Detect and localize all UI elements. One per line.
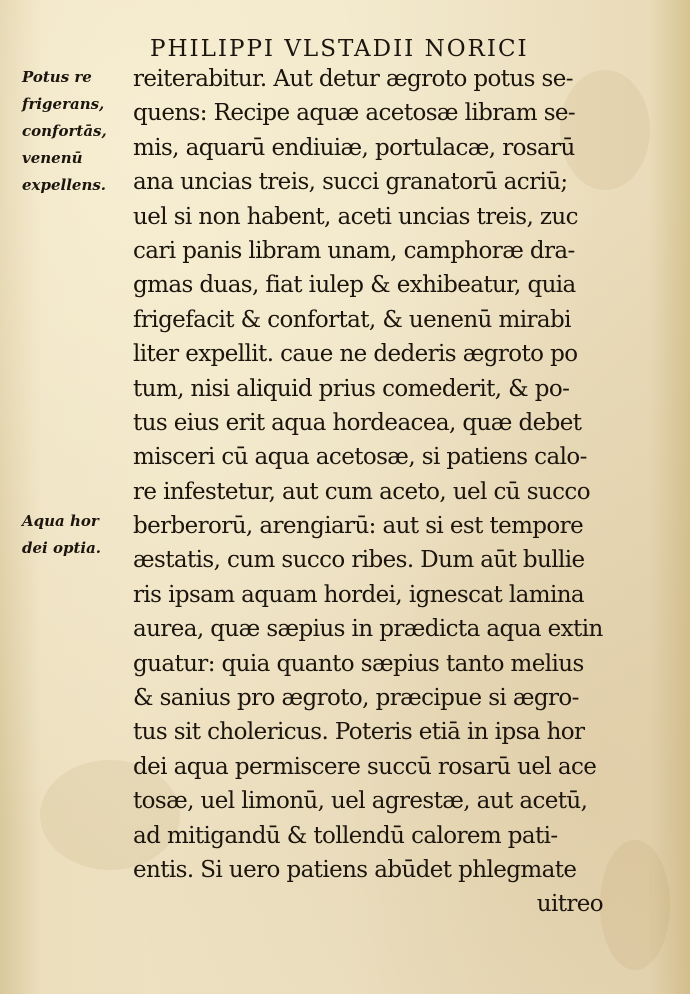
text-line: cari panis libram unam, camphoræ dra- (133, 237, 575, 264)
text-line: guatur: quia quanto sæpius tanto melius (133, 650, 584, 677)
text-line: uel si non habent, aceti uncias treis, zuc (133, 203, 578, 230)
margin-note-line: Aqua hor (22, 512, 99, 530)
text-line: entis. Si uero patiens abūdet phlegmate (133, 856, 577, 883)
page-stain (600, 840, 670, 970)
text-line: quens: Recipe aquæ acetosæ libram se- (133, 100, 576, 127)
text-line: tosæ, uel limonū, uel agrestæ, aut acetū, (133, 788, 588, 815)
text-line: tus eius erit aqua hordeacea, quæ debet (133, 409, 582, 436)
margin-note-line: venenū (22, 149, 83, 167)
margin-note (22, 64, 134, 199)
text-line: liter expellit. caue ne dederis ægroto po (133, 341, 578, 368)
text-line: misceri cū aqua acetosæ, si patiens calo- (133, 444, 587, 471)
text-line: mis, aquarū endiuiæ, portulacæ, rosarū (133, 134, 575, 161)
text-line: aurea, quæ sæpius in prædicta aqua extin (133, 616, 603, 643)
body-text (133, 62, 603, 922)
text-line: ana uncias treis, succi granatorū acriū; (133, 169, 568, 196)
margin-note-line: frigerans, (22, 95, 105, 113)
text-line: æstatis, cum succo ribes. Dum aūt bullie (133, 547, 585, 574)
text-line: & sanius pro ægroto, præcipue si ægro- (133, 685, 579, 712)
margin-note-line: Potus re (22, 68, 92, 86)
text-line: gmas duas, fiat iulep & exhibeatur, quia (133, 272, 576, 299)
text-line: reiterabitur. Aut detur ægroto potus se- (133, 66, 573, 92)
margin-note (22, 508, 134, 562)
text-line: frigefacit & confortat, & uenenū mirabi (133, 306, 571, 333)
text-line: tus sit cholericus. Poteris etiā in ipsa hor (133, 719, 585, 746)
margin-note-line: dei optia. (22, 539, 102, 557)
text-line: tum, nisi aliquid prius comederit, & po- (133, 375, 570, 402)
running-head: PHILIPPI VLSTADII NORICI (150, 36, 529, 62)
text-line: re infestetur, aut cum aceto, uel cū succo (133, 478, 590, 505)
text-line: dei aqua permiscere succū rosarū uel ace (133, 753, 597, 780)
text-line: berberorū, arengiarū: aut si est tempore (133, 513, 584, 540)
catchword: uitreo (536, 891, 603, 918)
text-line: ris ipsam aquam hordei, ignescat lamina (133, 581, 585, 608)
margin-note-line: expellens. (22, 176, 107, 194)
text-line: ad mitigandū & tollendū calorem pati- (133, 822, 558, 849)
margin-note-line: confortās, (22, 122, 107, 140)
